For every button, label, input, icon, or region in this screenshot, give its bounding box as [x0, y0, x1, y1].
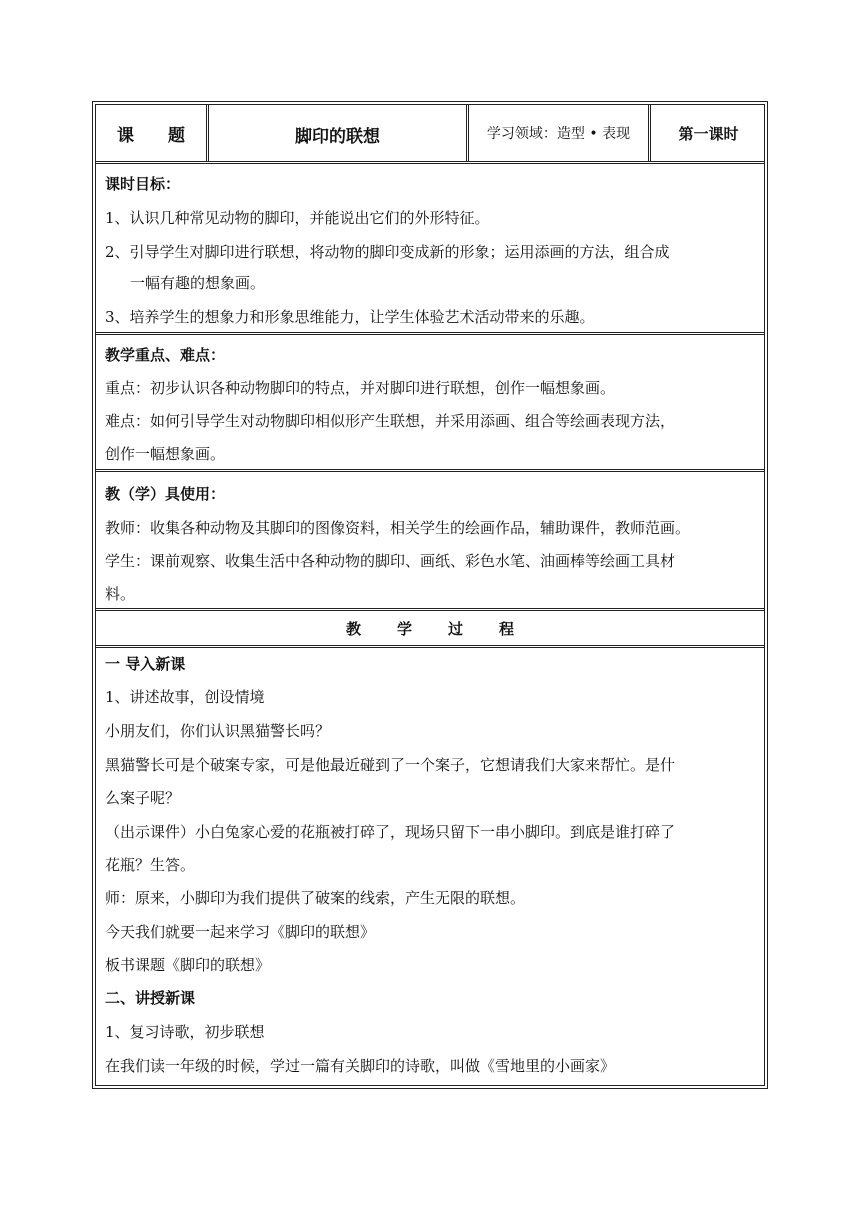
process-line: 1、复习诗歌，初步联想: [105, 1023, 265, 1041]
objectives-section: [96, 164, 764, 332]
section-heading-intro: 一 导入新课: [105, 655, 186, 673]
table-inner-border: [95, 104, 765, 1086]
student-tools-line: 学生：课前观察、收集生活中各种动物的脚印、画纸、彩色水笔、油画棒等绘画工具材: [105, 552, 676, 570]
objective-item: 3、培养学生的想象力和形象思维能力，让学生体验艺术活动带来的乐趣。: [105, 308, 595, 326]
process-heading: 教学过程: [345, 620, 550, 638]
lesson-title: 脚印的联想: [295, 127, 380, 147]
key-point-line: 重点：初步认识各种动物脚印的特点，并对脚印进行联想，创作一幅想象画。: [105, 379, 616, 397]
process-line: 在我们读一年级的时候，学过一篇有关脚印的诗歌，叫做《雪地里的小画家》: [105, 1057, 616, 1075]
period-label: 第一课时: [678, 124, 739, 143]
process-line: 花瓶？生答。: [105, 856, 196, 874]
lesson-plan-table: [92, 101, 768, 1089]
teacher-tools-line: 教师：收集各种动物及其脚印的图像资料，相关学生的绘画作品，辅助课件，教师范画。: [105, 519, 691, 537]
objective-item-continued: 一幅有趣的想象画。: [130, 274, 266, 292]
process-line: （出示课件）小白兔家心爱的花瓶被打碎了，现场只留下一串小脚印。到底是谁打碎了: [105, 823, 676, 841]
process-section: [96, 648, 764, 1085]
process-line: 今天我们就要一起来学习《脚印的联想》: [105, 923, 376, 941]
key-points-heading: 教学重点、难点：: [105, 346, 226, 364]
process-line: 师：原来，小脚印为我们提供了破案的线索，产生无限的联想。: [105, 889, 526, 907]
process-line: 板书课题《脚印的联想》: [105, 956, 271, 974]
tools-section: [96, 472, 764, 608]
objectives-heading: 课时目标：: [105, 175, 181, 193]
difficulty-line-continued: 创作一幅想象画。: [105, 445, 226, 463]
subject-label: 课 题: [117, 125, 185, 146]
process-line: 小朋友们，你们认识黑猫警长吗？: [105, 722, 331, 740]
process-line: 1、讲述故事，创设情境: [105, 688, 265, 706]
difficulty-line: 难点：如何引导学生对动物脚印相似形产生联想，并采用添画、组合等绘画表现方法，: [105, 412, 676, 430]
process-line: 黑猫警长可是个破案专家，可是他最近碰到了一个案子，它想请我们大家来帮忙。是什: [105, 756, 676, 774]
header-row: [96, 105, 764, 161]
student-tools-line-continued: 料。: [105, 585, 136, 603]
objective-item: 1、认识几种常见动物的脚印，并能说出它们的外形特征。: [105, 209, 490, 227]
key-points-section: [96, 335, 764, 469]
process-line: 么案子呢？: [105, 789, 181, 807]
section-heading-new-lesson: 二、讲授新课: [105, 989, 196, 1007]
domain-label: 学习领域：造型 • 表现: [486, 126, 631, 142]
objective-item: 2、引导学生对脚印进行联想，将动物的脚印变成新的形象；运用添画的方法，组合成: [105, 243, 670, 261]
process-heading-row: [96, 611, 764, 645]
tools-heading: 教（学）具使用：: [105, 485, 226, 503]
